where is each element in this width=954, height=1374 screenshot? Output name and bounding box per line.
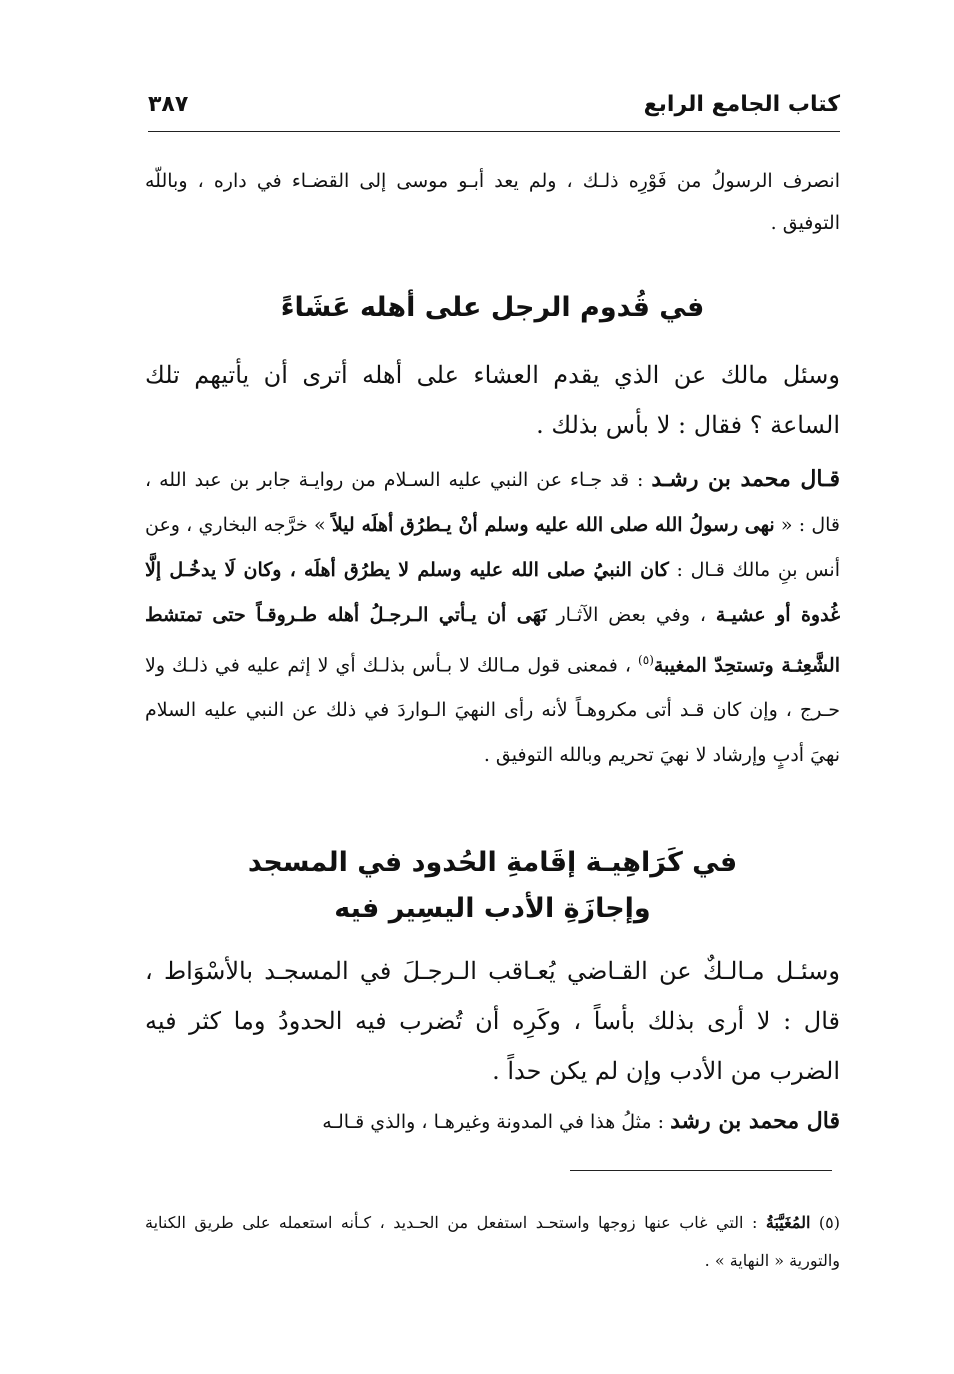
paragraph-2: وسئل مالك عن الذي يقدم العشاء على أهله أترى أن يأتيهم تلك الساعة ؟ فقال : لا بأس بذلك . <box>145 361 840 439</box>
paragraph-3 <box>145 457 840 778</box>
page-number: ٣٨٧ <box>148 92 189 117</box>
section-heading-2-line-2: وإجازَةِ الأدب اليسِير فيه <box>334 893 651 924</box>
hadith-2: كان النبيُ صلى الله عليه وسلم لا يطرُق أهلَه ، وكان لَا يدخُـل إلَّا غُدوة أو عشيـة <box>145 559 841 626</box>
hadith-1: نهى رسولُ الله صلى الله عليه وسلم أنْ يـطرُق أهلَه ليلاً <box>331 514 775 536</box>
footnote-reference: (٥) <box>638 653 654 667</box>
paragraph-5 <box>145 1100 840 1143</box>
footnote-marker: (٥) <box>818 1213 840 1232</box>
paragraph-3-text-1: : قد جـاء عن النبي عليه السـلام من روايـة جابر بن عبد الله ، قال : « <box>145 469 841 536</box>
paragraph-5-text: : مثلُ هذا في المدونة وغيرهـا ، والذي قـالـه <box>322 1111 671 1133</box>
footnote-text: : التي غاب عنها زوجها واستحـد استفعل من الحـديد ، كـأنه استعمله على طريق الكناية والتورية « النهاية » . <box>145 1213 840 1270</box>
header-rule <box>148 131 840 132</box>
footnote-rule <box>570 1170 832 1171</box>
paragraph-3-text-2: » خرَّجه البخاري ، وعن أنس بنِ مالك قـال : <box>145 514 841 581</box>
paragraph-5-lead: قال محمد بن رشد <box>670 1108 840 1134</box>
paragraph-3-text-4: ، فمعنى قول مـالك لا بـأس بذلـك أي لا إثم عليه في ذلـك ولا حـرج ، وإن كان قـد أتى مكروهـاً لأنه رأى النهيَ الـواردَ في ذلك عن النبي عليه السلام نهيَ أدبٍ وإرشاد لا نهيَ تحريم وبالله التوفيق . <box>145 654 840 767</box>
paragraph-3-text-3: ، وفي بعض الآثـار <box>546 604 716 626</box>
header-title: كتاب الجامع الرابع <box>643 92 840 117</box>
paragraph-1: انصرف الرسولُ من فَوْرِه ذلـك ، ولم يعد أبـو موسى إلى القضـاء في داره ، وباللّه التوفيق . <box>145 170 840 234</box>
paragraph-4: وسئـل مـالـكٌ عن القـاضي يُعـاقب الـرجـلَ في المسجـد بالأسْوَاط ، قال : لا أرى بذلك بأساً ، وكَرِه أن تُضرب فيه الحدودُ وما كثر فيه الضرب من الأدب وإن لم يكن حداً . <box>145 957 840 1085</box>
section-heading-2-line-1: في كَرَاهِيـة إقَامةِ الحُدود في المسجد <box>247 847 738 878</box>
section-heading-2 <box>145 840 840 932</box>
footnote-term: المُغَيَّبَةُ <box>765 1213 811 1232</box>
hadith-3: نَهَى أن يـأتي الـرجـلُ أهله طـروقـاً حتى تمتشط الشَّعِثـة وتستحِدّ المغيبة <box>145 604 840 677</box>
paragraph-3-lead: قـال محمد بن رشـد <box>651 466 840 492</box>
section-heading-1: في قُدوم الرجل على أهله عَشَاءً <box>280 292 705 323</box>
running-header <box>148 88 840 128</box>
footnote <box>145 1204 840 1280</box>
